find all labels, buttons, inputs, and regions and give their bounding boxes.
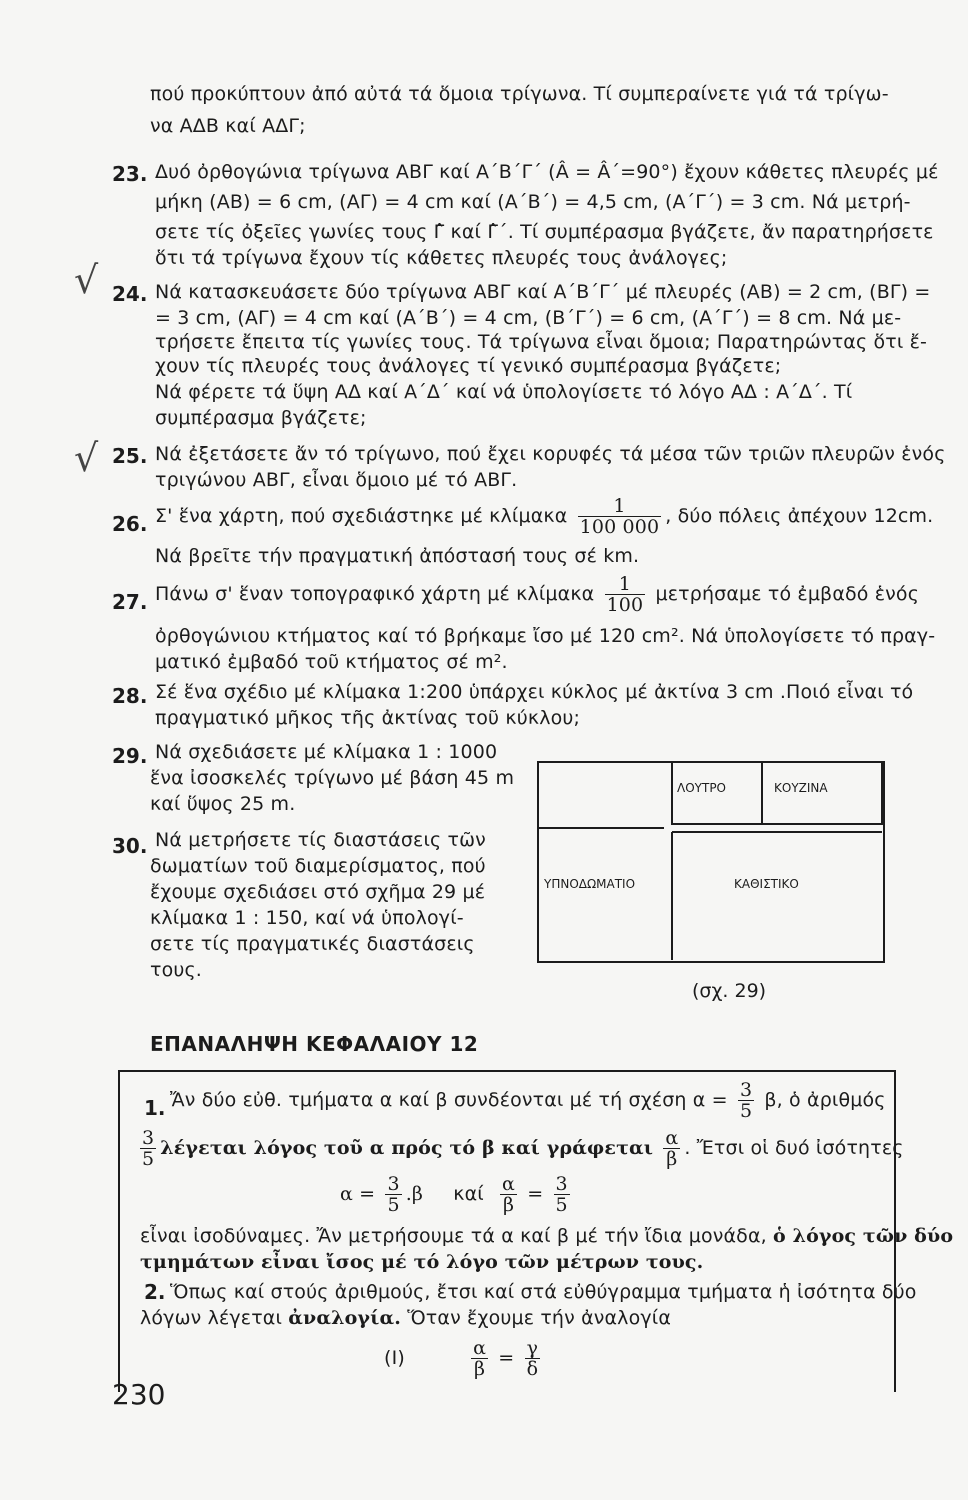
room-kitchen-label: ΚΟΥΖΙΝΑ — [774, 781, 828, 795]
exercise-27-text-post: μετρήσαμε τό ἐμβαδό ἑνός — [655, 583, 920, 605]
floor-plan-figure — [536, 760, 896, 980]
exercise-30-number: 30. — [112, 834, 148, 858]
exercise-30-line-5: σετε τίς πραγματικές διαστάσεις — [150, 933, 475, 955]
exercise-24-line-1: Νά κατασκευάσετε δύο τρίγωνα ΑΒΓ καί Α΄Β΄Γ΄ μέ πλευρές (ΑΒ) = 2 cm, (ΒΓ) = — [155, 281, 931, 303]
exercise-23-number: 23. — [112, 162, 148, 186]
fraction-denominator: 5 — [555, 1194, 568, 1216]
exercise-28-number: 28. — [112, 684, 148, 708]
review-bold-text: ἀναλογία. — [288, 1307, 402, 1329]
review-item-2-number: 2. — [144, 1280, 166, 1304]
exercise-29-number: 29. — [112, 744, 148, 768]
exercise-28-line-2: πραγματικό μῆκος τῆς ἀκτίνας τοῦ κύκλου; — [155, 707, 581, 729]
room-bedroom-label: ΥΠΝΟΔΩΜΑΤΙΟ — [544, 877, 636, 891]
exercise-29-line-3: καί ὕψος 25 m. — [150, 793, 296, 815]
exercise-27-line-1 — [155, 574, 919, 615]
exercise-26-text-pre: Σ' ἕνα χάρτη, πού σχεδιάστηκε μέ κλίμακα — [155, 505, 568, 527]
exercise-24-line-6: συμπέρασμα βγάζετε; — [155, 407, 367, 429]
exercise-30-line-3: ἔχουμε σχεδιάσει στό σχῆμα 29 μέ — [150, 881, 486, 903]
fraction-denominator: β — [663, 1148, 680, 1169]
handwritten-check-mark: √ — [74, 258, 99, 302]
fraction-denominator: β — [500, 1194, 517, 1215]
review-item-1-text-post: β, ὁ ἀριθμός — [764, 1089, 886, 1111]
review-item-1-text: Ἄν δύο εὐθ. τμήματα α καί β συνδέονται μέ τή σχέση α = — [170, 1089, 728, 1111]
fraction-numerator: α — [502, 1173, 516, 1195]
review-item-2-line-2 — [140, 1306, 671, 1330]
fraction-numerator: 1 — [613, 495, 626, 517]
review-definition-text: λέγεται λόγος τοῦ α πρός τό β καί γράφεται — [160, 1137, 654, 1159]
review-proportion-line — [384, 1338, 544, 1379]
equation-equals: = — [498, 1347, 515, 1369]
chapter-review-heading: ΕΠΑΝΑΛΗΨΗ ΚΕΦΑΛΑΙΟΥ 12 — [150, 1032, 479, 1056]
exercise-24-line-4: χουν τίς πλευρές τους ἀνάλογες τί γενικό συμπέρασμα βγάζετε; — [155, 355, 782, 377]
exercise-26-line-1 — [155, 496, 933, 537]
exercise-27-line-3: ματικό ἐμβαδό τοῦ κτήματος σέ m². — [155, 651, 508, 673]
fraction-numerator: γ — [526, 1337, 539, 1359]
exercise-30-line-4: κλίμακα 1 : 150, καί νά ὑπολογί- — [150, 907, 464, 929]
exercise-27-text-pre: Πάνω σ' ἕναν τοπογραφικό χάρτη μέ κλίμακα — [155, 583, 595, 605]
fraction-numerator: 3 — [387, 1173, 400, 1195]
exercise-30-line-2: δωματίων τοῦ διαμερίσματος, πού — [150, 855, 486, 877]
review-item-1-line-2 — [140, 1128, 904, 1169]
fraction-denominator: β — [471, 1358, 488, 1379]
fraction — [525, 1338, 541, 1379]
fraction — [500, 1174, 517, 1215]
fraction-numerator: 3 — [142, 1127, 155, 1149]
fraction-numerator: 3 — [739, 1079, 753, 1101]
fraction-denominator: 5 — [142, 1148, 155, 1170]
intro-line-1: πού προκύπτουν ἀπό αὐτά τά ὅμοια τρίγωνα. Τί συμπεραίνετε γιά τά τρίγω- — [150, 83, 889, 105]
fraction-numerator: α — [665, 1127, 679, 1149]
review-bold-text: ὁ λόγος τῶν δύο — [773, 1225, 954, 1247]
equation-term: α = — [340, 1183, 376, 1205]
fraction — [663, 1128, 680, 1169]
exercise-24-line-5: Νά φέρετε τά ὕψη ΑΔ καί Α΄Δ΄ καί νά ὑπολογίσετε τό λόγο ΑΔ : Α΄Δ΄. Τί — [155, 381, 853, 403]
equation-term: .β — [405, 1183, 424, 1205]
fraction — [140, 1128, 156, 1169]
equation-equals: = — [527, 1183, 544, 1205]
fraction-numerator: α — [473, 1337, 487, 1359]
exercise-30-line-6: τους. — [150, 959, 202, 981]
fraction — [385, 1174, 401, 1215]
exercise-23-line-2: μήκη (ΑΒ) = 6 cm, (ΑΓ) = 4 cm καί (Α΄Β΄) = 4,5 cm, (Α΄Γ΄) = 3 cm. Νά μετρή- — [155, 191, 911, 213]
review-item-1-line-5: τμημάτων εἶναι ἴσος μέ τό λόγο τῶν μέτρων τους. — [140, 1251, 704, 1273]
exercise-26-text-post: , δύο πόλεις ἀπέχουν 12cm. — [665, 505, 934, 527]
room-bath-label: ΛΟΥΤΡΟ — [677, 781, 726, 795]
page-number: 230 — [112, 1378, 166, 1411]
exercise-23-line-4: ὅτι τά τρίγωνα ἔχουν τίς κάθετες πλευρές τους ἀνάλογες; — [155, 247, 728, 269]
fraction-denominator: δ — [526, 1358, 539, 1380]
exercise-25-number: 25. — [112, 444, 148, 468]
fraction-numerator: 3 — [555, 1173, 568, 1195]
scale-fraction — [605, 574, 646, 615]
exercise-24-number: 24. — [112, 282, 148, 306]
intro-line-2: να ΑΔΒ καί ΑΔΓ; — [150, 115, 306, 137]
exercise-26-number: 26. — [112, 512, 148, 536]
exercise-27-number: 27. — [112, 590, 148, 614]
exercise-29-line-1: Νά σχεδιάσετε μέ κλίμακα 1 : 1000 — [155, 741, 498, 763]
scale-fraction — [578, 496, 662, 537]
fraction-denominator: 5 — [387, 1194, 400, 1216]
exercise-29-line-2: ἕνα ἰσοσκελές τρίγωνο μέ βάση 45 m — [150, 767, 515, 789]
exercise-23-line-3: σετε τίς ὀξεῖες γωνίες τους Γ̂ καί Γ̂΄. Τί συμπέρασμα βγάζετε, ἄν παρατηρήσετε — [155, 221, 934, 243]
handwritten-check-mark: √ — [74, 436, 99, 480]
fraction-denominator: 5 — [739, 1100, 753, 1122]
exercise-23-line-1: Δυό ὀρθογώνια τρίγωνα ΑΒΓ καί Α΄Β΄Γ΄ (Â = Â΄=90°) ἔχουν κάθετες πλευρές μέ — [155, 161, 939, 183]
figure-caption: (σχ. 29) — [692, 980, 767, 1002]
review-text: Ὅταν ἔχουμε τήν ἀναλογία — [407, 1307, 671, 1329]
review-item-1-number: 1. — [144, 1096, 166, 1120]
review-text: εἶναι ἰσοδύναμες. Ἄν μετρήσουμε τά α καί β μέ τήν ἴδια μονάδα, — [140, 1225, 767, 1247]
fraction — [554, 1174, 570, 1215]
exercise-30-line-1: Νά μετρήσετε τίς διαστάσεις τῶν — [155, 829, 486, 851]
fraction-denominator: 100 000 — [579, 516, 660, 538]
fraction-denominator: 100 — [606, 594, 644, 616]
review-item-2-line-1: Ὅπως καί στούς ἀριθμούς, ἔτσι καί στά εὐθύγραμμα τμήματα ἡ ἰσότητα δύο — [170, 1281, 917, 1303]
exercise-25-line-2: τριγώνου ΑΒΓ, εἶναι ὅμοιο μέ τό ΑΒΓ. — [155, 469, 518, 491]
fraction — [471, 1338, 488, 1379]
exercise-24-line-2: = 3 cm, (ΑΓ) = 4 cm καί (Α΄Β΄) = 4 cm, (Β΄Γ΄) = 6 cm, (Α΄Γ΄) = 8 cm. Νά με- — [155, 307, 902, 329]
equation-label: (I) — [384, 1347, 405, 1369]
fraction — [738, 1080, 754, 1121]
exercise-25-line-1: Νά ἐξετάσετε ἄν τό τρίγωνο, πού ἔχει κορυφές τά μέσα τῶν τριῶν πλευρῶν ἑνός — [155, 443, 946, 465]
exercise-27-line-2: ὀρθογώνιου κτήματος καί τό βρήκαμε ἴσο μέ 120 cm². Νά ὑπολογίσετε τό πραγ- — [155, 625, 936, 647]
exercise-28-line-1: Σέ ἕνα σχέδιο μέ κλίμακα 1:200 ὑπάρχει κύκλος μέ ἀκτίνα 3 cm .Ποιό εἶναι τό — [155, 681, 914, 703]
review-equation-line — [340, 1174, 574, 1215]
review-text: λόγων λέγεται — [140, 1307, 283, 1329]
exercise-26-line-2: Νά βρεῖτε τήν πραγματική ἀπόστασή τους σέ km. — [155, 545, 640, 567]
exercise-24-line-3: τρήσετε ἔπειτα τίς γωνίες τους. Τά τρίγωνα εἶναι ὅμοια; Παρατηρώντας ὅτι ἔ- — [155, 331, 928, 353]
review-item-1-line-4 — [140, 1224, 953, 1248]
equation-conjunction: καί — [453, 1183, 484, 1205]
fraction-numerator: 1 — [618, 573, 632, 595]
review-item-1-line-1 — [170, 1080, 886, 1121]
room-living-label: ΚΑΘΙΣΤΙΚΟ — [734, 877, 799, 891]
review-item-1-text-end: . Ἔτσι οἱ δυό ἰσότητες — [684, 1137, 904, 1159]
